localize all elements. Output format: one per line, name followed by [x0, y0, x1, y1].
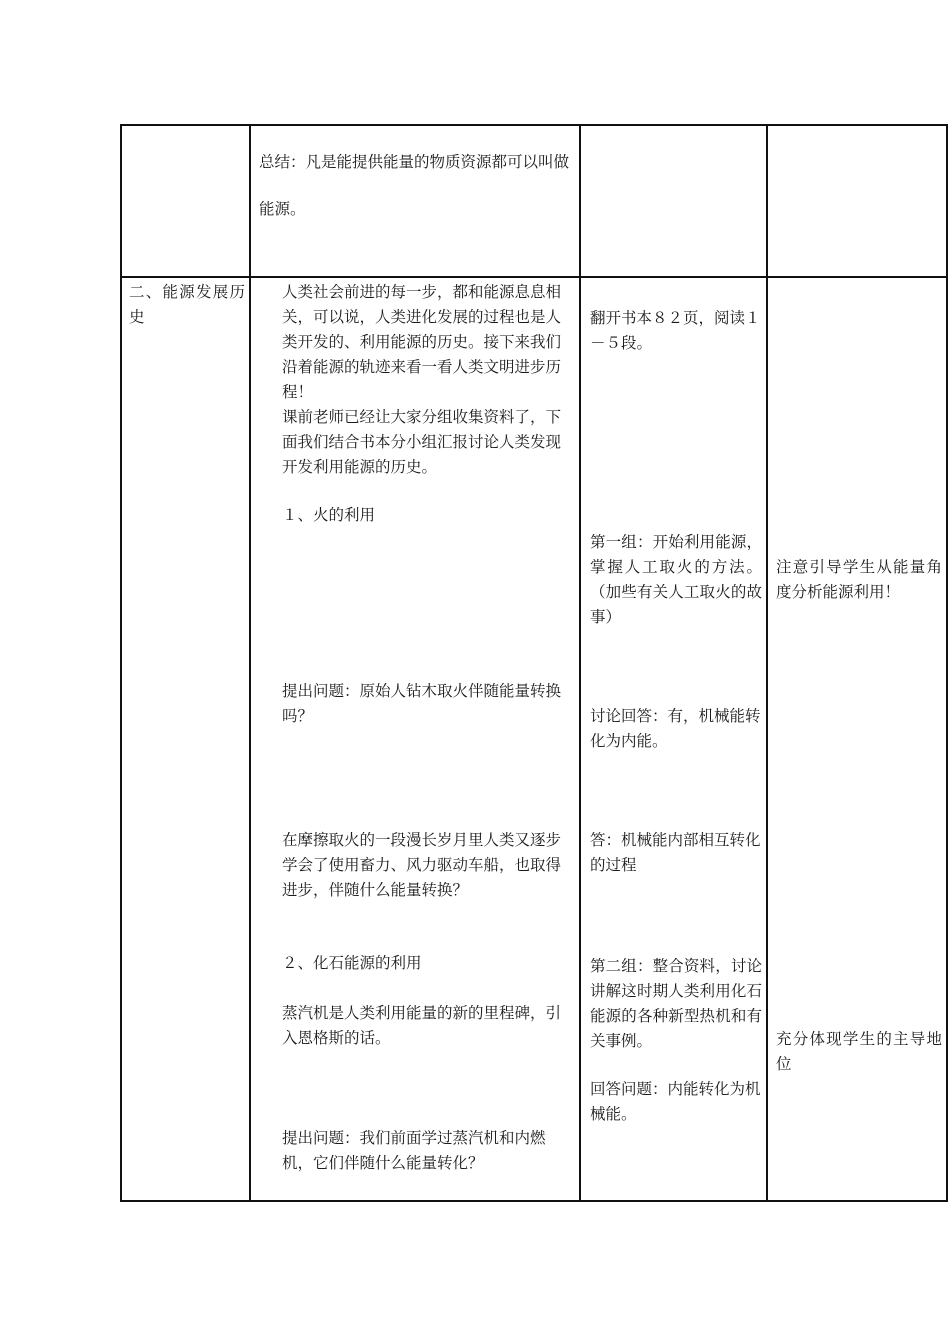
- table-column-divider: [579, 124, 581, 1202]
- group-task-paragraph: 课前老师已经让大家分组收集资料了，下面我们结合书本分小组汇报讨论人类发现开发利用能源的历史。: [282, 408, 562, 476]
- summary-text: 总结：凡是能提供能量的物质资源都可以叫做能源。: [259, 153, 570, 218]
- student-answer-mechanical: 答：机械能内部相互转化的过程: [590, 831, 761, 874]
- teaching-note-student-role: 充分体现学生的主导地位: [776, 1030, 942, 1073]
- question-drilling-fire: 提出问题：原始人钻木取火伴随能量转换吗？: [282, 682, 562, 725]
- table-border-top: [120, 124, 948, 126]
- student-answer-drilling: 讨论回答：有，机械能转化为内能。: [590, 707, 761, 750]
- question-heat-engines: 提出问题：我们前面学过蒸汽机和内燃机，它们伴随什么能量转化？: [282, 1129, 546, 1172]
- student-reading-task: 翻开书本８２页，阅读１－５段。: [590, 309, 761, 352]
- table-border-bottom: [120, 1200, 948, 1202]
- student-group-one: 第一组：开始利用能源，掌握人工取火的方法。（加些有关人工取火的故事）: [590, 533, 762, 626]
- table-border-left: [120, 124, 122, 1202]
- question-animal-wind-power: 在摩擦取火的一段漫长岁月里人类又逐步学会了使用畜力、风力驱动车船，也取得进步，伴随什么能量转换？: [282, 831, 562, 899]
- student-answer-heat-engines: 回答问题：内能转化为机械能。: [590, 1080, 761, 1123]
- subheading-fire-use: １、火的利用: [282, 506, 376, 524]
- teaching-note-energy-angle: 注意引导学生从能量角度分析能源利用！: [776, 558, 942, 601]
- intro-paragraph: 人类社会前进的每一步，都和能源息息相关，可以说，人类进化发展的过程也是人类开发的、利用能源的历史。接下来我们沿着能源的轨迹来看一看人类文明进步历程！: [282, 283, 562, 401]
- table-column-divider: [249, 124, 251, 1202]
- table-border-right: [946, 124, 948, 1202]
- subheading-fossil-energy: ２、化石能源的利用: [282, 954, 422, 972]
- student-group-two: 第二组：整合资料，讨论讲解这时期人类利用化石能源的各种新型热机和有关事例。: [590, 957, 762, 1050]
- table-row-divider: [120, 276, 948, 278]
- table-column-divider: [766, 124, 768, 1202]
- section-title: 二、能源发展历史: [129, 283, 245, 326]
- steam-engine-paragraph: 蒸汽机是人类利用能量的新的里程碑，引入恩格斯的话。: [282, 1004, 562, 1047]
